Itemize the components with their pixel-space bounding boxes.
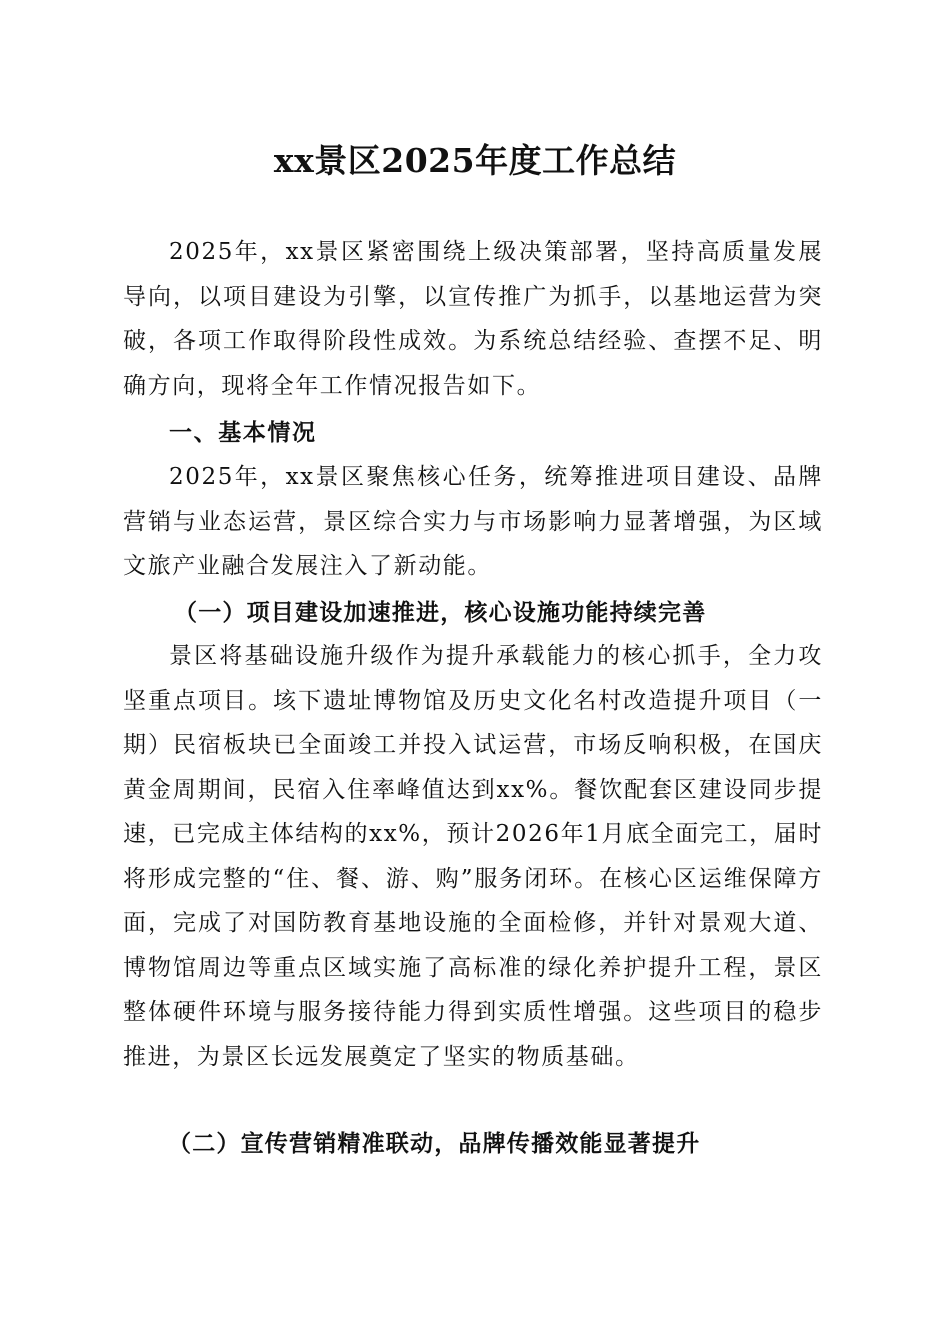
project-construction-paragraph: 景区将基础设施升级作为提升承载能力的核心抓手，全力攻坚重点项目。垓下遗址博物馆及历史文化名村改造提升项目（一期）民宿板块已全面竣工并投入试运营，市场反响积极，在国庆黄金周期间，民宿入住率峰值达到xx%。餐饮配套区建设同步提速，已完成主体结构的xx%，预计2026年1月底全面完工，届时将形成完整的“住、餐、游、购”服务闭环。在核心区运维保障方面，完成了对国防教育基地设施的全面检修，并针对景观大道、博物馆周边等重点区域实施了高标准的绿化养护提升工程，景区整体硬件环境与服务接待能力得到实质性增强。这些项目的稳步推进，为景区长远发展奠定了坚实的物质基础。	[123, 643, 823, 1070]
intro-paragraph: 2025年，xx景区紧密围绕上级决策部署，坚持高质量发展导向，以项目建设为引擎，以宣传推广为抓手，以基地运营为突破，各项工作取得阶段性成效。为系统总结经验、查摆不足、明确方向，现将全年工作情况报告如下。	[123, 239, 823, 399]
document-title: xx景区2025年度工作总结	[273, 141, 677, 180]
section-heading-basic-situation: 一、基本情况	[169, 419, 317, 446]
subsection-heading-project-construction: （一）项目建设加速推进，核心设施功能持续完善	[174, 599, 707, 626]
basic-situation-paragraph: 2025年，xx景区聚焦核心任务，统筹推进项目建设、品牌营销与业态运营，景区综合实力与市场影响力显著增强，为区域文旅产业融合发展注入了新动能。	[123, 464, 823, 579]
subsection-heading-marketing: （二）宣传营销精准联动，品牌传播效能显著提升	[168, 1130, 701, 1157]
